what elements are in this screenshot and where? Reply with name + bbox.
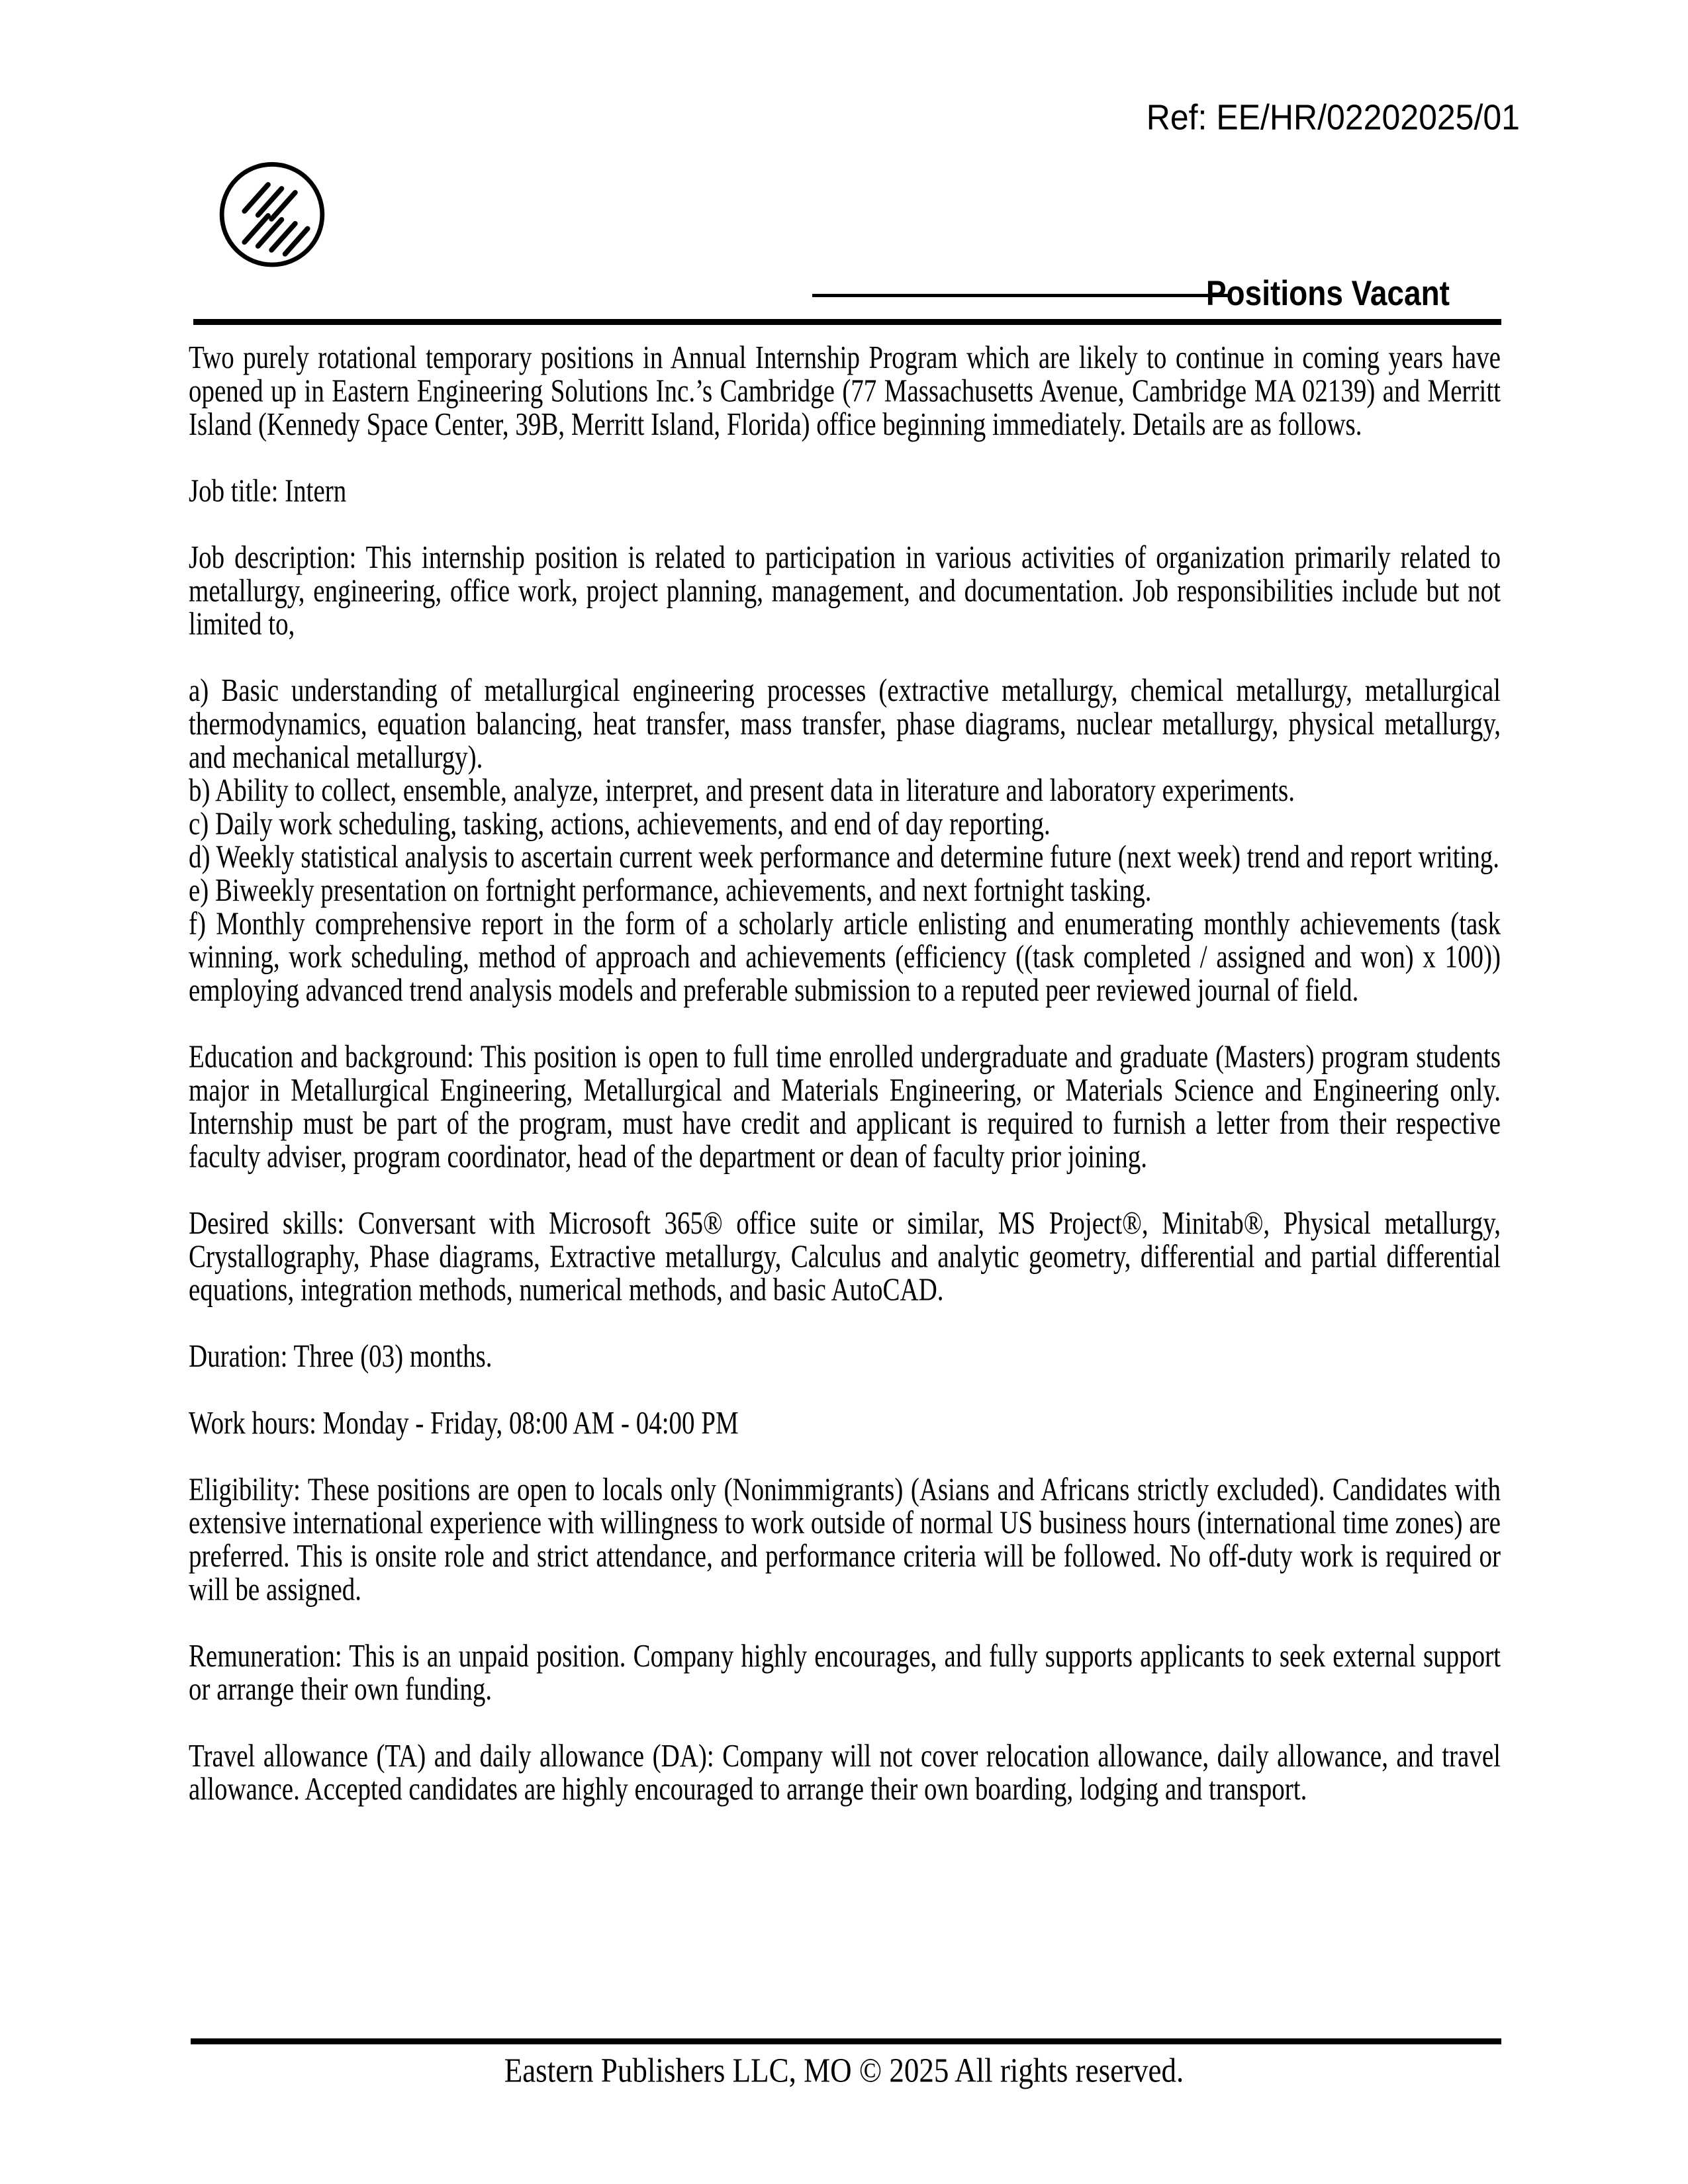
list-item-f: f) Monthly comprehensive report in the form of a scholarly article enlisting and enumerating monthly achievements (task winning, work scheduling, method of approach and achievements (efficiency ((task completed / assigned and won) x 100)) employing advanced trend analysis models and preferable submission to a reputed peer reviewed journal of field. bbox=[189, 905, 1501, 1009]
section-heading: Positions Vacant bbox=[1205, 273, 1450, 313]
hatched-circle-logo-icon bbox=[207, 150, 337, 281]
header-rule bbox=[193, 319, 1501, 325]
travel-allowance-paragraph: Travel allowance (TA) and daily allowance (DA): Company will not cover relocation allowance, daily allowance, and travel allowance. Accepted candidates are highly encouraged to arrange their own boarding, lodging and transport. bbox=[189, 1738, 1501, 1807]
intro-paragraph: Two purely rotational temporary positions in Annual Internship Program which are likely to continue in coming years have opened up in Eastern Engineering Solutions Inc.’s Cambridge (77 Massachusetts Avenue, Cambridge MA 02139) and Merritt Island (Kennedy Space Center, 39B, Merritt Island, Florida) office beginning immediately. Details are as follows. bbox=[189, 340, 1501, 443]
list-item-b: b) Ability to collect, ensemble, analyze, interpret, and present data in literature and laboratory experiments. bbox=[189, 772, 1295, 809]
work-hours-line: Work hours: Monday - Friday, 08:00 AM - 04:00 PM bbox=[189, 1405, 739, 1441]
list-item-c: c) Daily work scheduling, tasking, actions, achievements, and end of day reporting. bbox=[189, 805, 1051, 842]
footer-rule bbox=[191, 2038, 1501, 2044]
duration-line: Duration: Three (03) months. bbox=[189, 1338, 492, 1375]
education-paragraph: Education and background: This position is open to full time enrolled undergraduate and graduate (Masters) program students major in Metallurgical Engineering, Metallurgical and Materials Engineering, or Materials Science and Engineering only. Internship must be part of the program, must have credit and applicant is required to furnish a letter from their respective faculty adviser, program coordinator, head of the department or dean of faculty prior joining. bbox=[189, 1038, 1501, 1175]
job-description-paragraph: Job description: This internship position is related to participation in various activities of organization primarily related to metallurgy, engineering, office work, project planning, management, and documentation. Job responsibilities include but not limited to, bbox=[189, 539, 1501, 642]
list-item-e: e) Biweekly presentation on fortnight performance, achievements, and next fortnight tasking. bbox=[189, 872, 1152, 909]
document-body bbox=[189, 341, 1501, 1840]
responsibilities-list bbox=[189, 674, 1501, 1007]
list-item-a: a) Basic understanding of metallurgical engineering processes (extractive metallurgy, chemical metallurgy, metallurgical thermodynamics, equation balancing, heat transfer, mass transfer, phase diagrams, nuclear metallurgy, physical metallurgy, and mechanical metallurgy). bbox=[189, 672, 1501, 776]
list-item-d: d) Weekly statistical analysis to ascertain current week performance and determine future (next week) trend and report writing. bbox=[189, 839, 1500, 876]
footer-copyright: Eastern Publishers LLC, MO © 2025 All rights reserved. bbox=[504, 2051, 1184, 2090]
remuneration-paragraph: Remuneration: This is an unpaid position. Company highly encourages, and fully supports applicants to seek external support or arrange their own funding. bbox=[189, 1638, 1501, 1707]
desired-skills-paragraph: Desired skills: Conversant with Microsoft 365® office suite or similar, MS Project®, Minitab®, Physical metallurgy, Crystallography, Phase diagrams, Extractive metallurgy, Calculus and analytic geometry, differential and partial differential equations, integration methods, numerical methods, and basic AutoCAD. bbox=[189, 1205, 1501, 1308]
heading-leader-line bbox=[812, 294, 1228, 297]
job-title-line: Job title: Intern bbox=[189, 473, 347, 509]
eligibility-paragraph: Eligibility: These positions are open to locals only (Nonimmigrants) (Asians and Africans strictly excluded). Candidates with extensive international experience with willingness to work outside of normal US business hours (international time zones) are preferred. This is onsite role and strict attendance, and performance criteria will be followed. No off-duty work is required or will be assigned. bbox=[189, 1471, 1501, 1608]
reference-number: Ref: EE/HR/02202025/01 bbox=[1146, 97, 1520, 138]
